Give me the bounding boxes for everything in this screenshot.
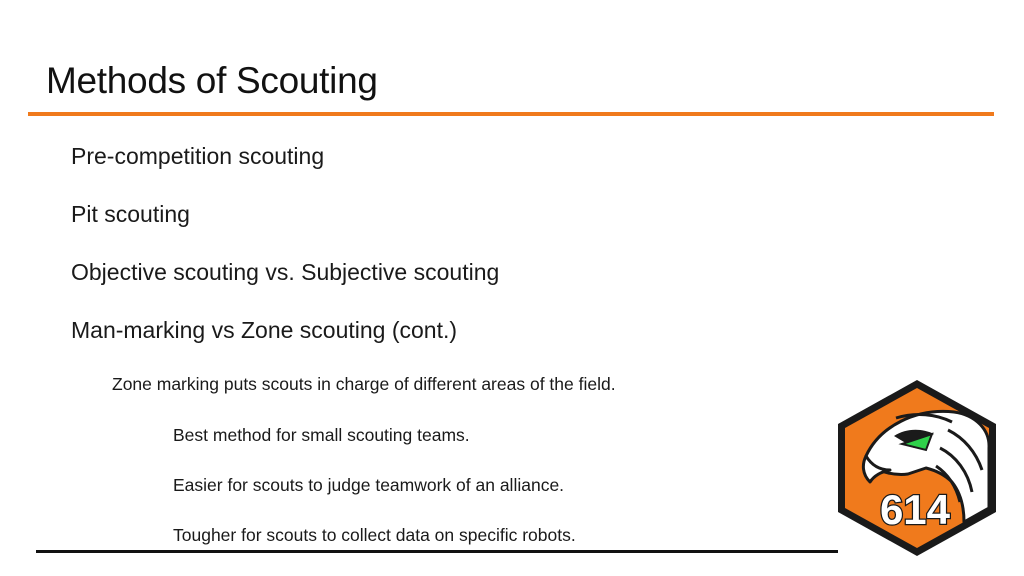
bullet-pre-competition: Pre-competition scouting [71,143,325,169]
bottom-divider [36,550,838,553]
bullet-man-marking-zone: Man-marking vs Zone scouting (cont.) [71,317,458,343]
bullet-pit-scouting: Pit scouting [71,201,190,227]
slide-title: Methods of Scouting [46,60,378,101]
eagle-head-logo-icon [836,378,998,558]
sub-bullet-zone-marking: Zone marking puts scouts in charge of different areas of the field. [112,374,616,394]
sub-sub-bullet-best-method: Best method for small scouting teams. [173,425,470,445]
bullet-objective-subjective: Objective scouting vs. Subjective scouting [71,259,500,285]
sub-sub-bullet-easier: Easier for scouts to judge teamwork of an alliance. [173,475,565,495]
sub-sub-bullet-tougher: Tougher for scouts to collect data on specific robots. [173,525,576,545]
team-number: 614 [879,486,951,533]
